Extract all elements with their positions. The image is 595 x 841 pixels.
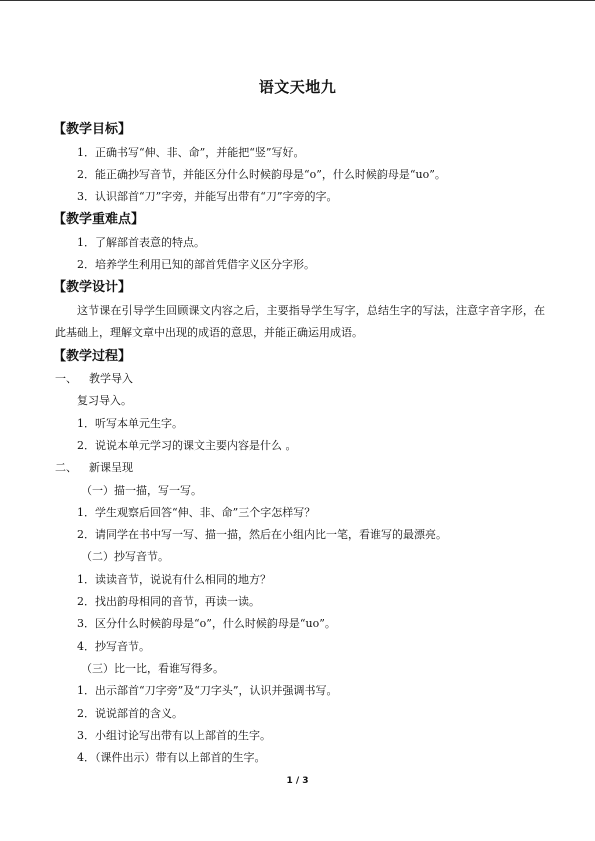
goal-item: 1．正确书写“伸、非、命”，并能把“竖”写好。 [77,145,305,159]
subsection-title: （一）描一描，写一写。 [81,483,202,497]
process-part-1-title-row [55,368,545,390]
part-title: 教学导入 [89,372,133,386]
process-part-2-title-row [55,457,545,479]
key-point-item: 2．培养学生利用已知的部首凭借字义区分字形。 [77,258,315,272]
key-points-heading: 【教学重难点】 [53,212,145,228]
process-line: 2．找出韵母相同的音节，再读一读。 [77,595,260,609]
part-title: 新课呈现 [89,461,133,475]
process-line: 2．请同学在书中写一写、描一描，然后在小组内比一笔，看谁写的最漂亮。 [77,528,447,542]
document-body [55,118,545,769]
process-line: 1．出示部首“刀字旁”及“刀字头”，认识并强调书写。 [77,684,338,698]
goals-heading: 【教学目标】 [53,122,132,137]
part-number: 一、 [55,372,77,386]
page-number: 1 / 3 [286,776,309,786]
key-point-item: 1．了解部首表意的特点。 [77,235,205,249]
process-line: 2．说说部首的含义。 [77,706,183,720]
process-line: 复习导入。 [77,394,132,408]
subsection-title: （二）抄写音节。 [81,550,169,564]
process-heading: 【教学过程】 [53,348,132,364]
process-line: 1．听写本单元生字。 [77,416,183,430]
process-line: 4．（课件出示）带有以上部首的生字。 [77,751,266,765]
process-line: 2．说说本单元学习的课文主要内容是什么 。 [77,438,297,452]
design-heading: 【教学设计】 [53,280,132,296]
page-title: 语文天地九 [258,78,337,96]
part-number: 二、 [55,461,77,475]
top-border-line [0,0,595,1]
process-line: 1．读读音节，说说有什么相同的地方？ [77,572,271,586]
subsection-title: （三）比一比，看谁写得多。 [81,661,224,675]
process-line: 4．抄写音节。 [77,639,150,653]
process-line: 1．学生观察后回答“伸、非、命”三个字怎样写？ [77,505,316,519]
goal-item: 3．认识部首“刀”字旁，并能写出带有“刀”字旁的字。 [77,190,338,204]
process-line: 3．小组讨论写出带有以上部首的生字。 [77,728,271,742]
design-paragraph: 这节课在引导学生回顾课文内容之后，主要指导学生写字，总结生字的写法，注意字音字形，在此基础上，理解文章中出现的成语的意思，并能正确运用成语。 [55,303,545,340]
goal-item: 2．能正确抄写音节，并能区分什么时候韵母是“o”，什么时候韵母是“uo”。 [77,167,446,181]
process-line: 3．区分什么时候韵母是“o”，什么时候韵母是“uo”。 [77,617,336,631]
